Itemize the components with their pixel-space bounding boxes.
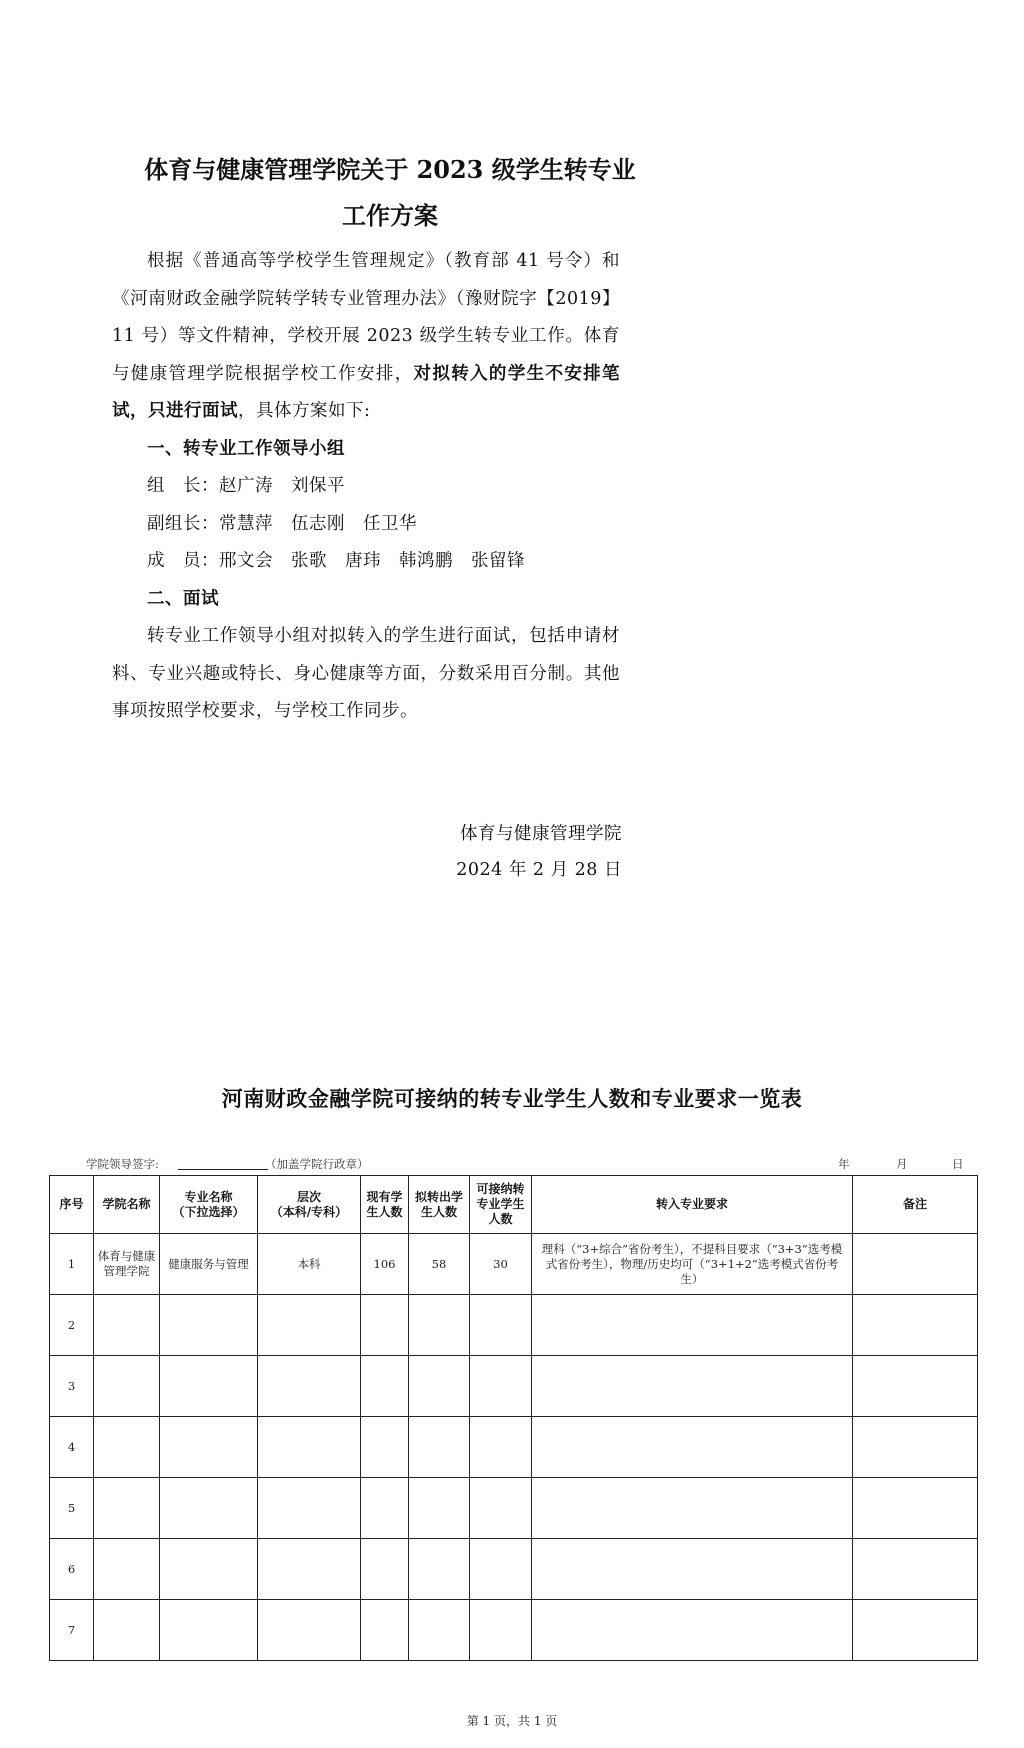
section1-heading: 一、转专业工作领导小组 bbox=[147, 438, 345, 459]
table-cell-col-college bbox=[94, 1539, 160, 1600]
table-cell-col-current bbox=[361, 1539, 409, 1600]
month-label: 月 bbox=[896, 1157, 908, 1171]
table-title: 河南财政金融学院可接纳的转专业学生人数和专业要求一览表 bbox=[221, 1086, 803, 1111]
table-cell-col-accept bbox=[470, 1478, 532, 1539]
table-cell-col-current bbox=[361, 1478, 409, 1539]
table-cell-col-seq: 1 bbox=[50, 1234, 94, 1295]
table-cell-col-out bbox=[409, 1539, 470, 1600]
header-col-major: 专业名称 （下拉选择） bbox=[160, 1176, 258, 1234]
table-cell-col-accept bbox=[470, 1295, 532, 1356]
table-cell-col-remark bbox=[853, 1600, 978, 1661]
table-cell-col-current bbox=[361, 1600, 409, 1661]
table-row bbox=[50, 1356, 978, 1417]
table-cell-col-accept: 30 bbox=[470, 1234, 532, 1295]
header-col-current: 现有学 生人数 bbox=[361, 1176, 409, 1234]
table-cell-col-current bbox=[361, 1295, 409, 1356]
signature-line bbox=[178, 1169, 268, 1170]
table-body bbox=[50, 1234, 978, 1661]
table-cell-col-level bbox=[258, 1417, 361, 1478]
table-cell-col-college bbox=[94, 1295, 160, 1356]
table-cell-col-out bbox=[409, 1478, 470, 1539]
table-cell-col-major bbox=[160, 1600, 258, 1661]
table-row bbox=[50, 1234, 978, 1295]
seal-note: （加盖学院行政章） bbox=[265, 1157, 369, 1171]
document-title-line-1: 体育与健康管理学院关于 2023 级学生转专业 bbox=[144, 155, 636, 184]
table-cell-col-seq: 3 bbox=[50, 1356, 94, 1417]
vice-leader-line: 副组长：常慧萍 伍志刚 任卫华 bbox=[147, 513, 417, 534]
leader-line: 组 长：赵广涛 刘保平 bbox=[147, 476, 345, 496]
table-cell-col-remark bbox=[853, 1478, 978, 1539]
intro-text: 根据《普通高等学校学生管理规定》（教育部 41 号令）和《河南财政金融学院转学转专业管理办法》（豫财院字【2019】11 号）等文件精神，学校开展 2023 级学生转专业工作。体育与健康管理学院根据学校工作安排， bbox=[112, 251, 620, 384]
signature-date: 2024 年 2 月 28 日 bbox=[456, 860, 622, 880]
table-cell-col-level: 本科 bbox=[258, 1234, 361, 1295]
table-cell-col-requirement bbox=[532, 1356, 853, 1417]
signature-org: 体育与健康管理学院 bbox=[460, 824, 622, 844]
table-cell-col-out bbox=[409, 1600, 470, 1661]
table-cell-col-major bbox=[160, 1356, 258, 1417]
header-col-college: 学院名称 bbox=[94, 1176, 160, 1234]
intro-text-end: ，具体方案如下: bbox=[238, 401, 371, 421]
table-header-row bbox=[50, 1176, 978, 1234]
table-row bbox=[50, 1417, 978, 1478]
table-cell-col-requirement: 理科（“3+综合”省份考生），不提科目要求（“3+3”选考模式省份考生），物理/历史均可（“3+1+2”选考模式省份考生） bbox=[532, 1234, 853, 1295]
table-row bbox=[50, 1478, 978, 1539]
table-cell-col-major: 健康服务与管理 bbox=[160, 1234, 258, 1295]
header-col-requirement: 转入专业要求 bbox=[532, 1176, 853, 1234]
intro-paragraph bbox=[112, 243, 620, 431]
table-cell-col-major bbox=[160, 1417, 258, 1478]
table-cell-col-major bbox=[160, 1478, 258, 1539]
table-cell-col-requirement bbox=[532, 1417, 853, 1478]
table-cell-col-seq: 6 bbox=[50, 1539, 94, 1600]
table-cell-col-accept bbox=[470, 1417, 532, 1478]
table-cell-col-accept bbox=[470, 1539, 532, 1600]
table-cell-col-college bbox=[94, 1417, 160, 1478]
table-cell-col-current: 106 bbox=[361, 1234, 409, 1295]
table-cell-col-requirement bbox=[532, 1539, 853, 1600]
table-cell-col-college: 体育与健康管理学院 bbox=[94, 1234, 160, 1295]
table-cell-col-out bbox=[409, 1417, 470, 1478]
table-cell-col-level bbox=[258, 1295, 361, 1356]
sign-label: 学院领导签字: bbox=[86, 1157, 159, 1171]
header-col-remark: 备注 bbox=[853, 1176, 978, 1234]
header-col-out: 拟转出学 生人数 bbox=[409, 1176, 470, 1234]
table-cell-col-college bbox=[94, 1356, 160, 1417]
table-cell-col-current bbox=[361, 1417, 409, 1478]
table-cell-col-seq: 5 bbox=[50, 1478, 94, 1539]
table-cell-col-level bbox=[258, 1478, 361, 1539]
table-row bbox=[50, 1600, 978, 1661]
table-cell-col-requirement bbox=[532, 1600, 853, 1661]
table-cell-col-requirement bbox=[532, 1295, 853, 1356]
table-cell-col-major bbox=[160, 1539, 258, 1600]
table-cell-col-out bbox=[409, 1356, 470, 1417]
document-title-line-2: 工作方案 bbox=[342, 201, 438, 230]
page-footer: 第 1 页，共 1 页 bbox=[466, 1714, 558, 1728]
table-cell-col-remark bbox=[853, 1417, 978, 1478]
table-cell-col-out: 58 bbox=[409, 1234, 470, 1295]
table-cell-col-out bbox=[409, 1295, 470, 1356]
header-col-seq: 序号 bbox=[50, 1176, 94, 1234]
table-cell-col-college bbox=[94, 1478, 160, 1539]
intro-bold-text: 对拟转入的学生不安排笔试，只进行面试 bbox=[112, 363, 621, 421]
year-label: 年 bbox=[838, 1157, 850, 1171]
table-cell-col-remark bbox=[853, 1234, 978, 1295]
table-cell-col-accept bbox=[470, 1356, 532, 1417]
table-cell-col-requirement bbox=[532, 1478, 853, 1539]
table-cell-col-level bbox=[258, 1356, 361, 1417]
table-cell-col-remark bbox=[853, 1356, 978, 1417]
table-row bbox=[50, 1295, 978, 1356]
table-cell-col-level bbox=[258, 1600, 361, 1661]
table-row bbox=[50, 1539, 978, 1600]
header-col-accept: 可接纳转 专业学生 人数 bbox=[470, 1176, 532, 1234]
table-cell-col-seq: 7 bbox=[50, 1600, 94, 1661]
section2-heading: 二、面试 bbox=[147, 588, 219, 609]
table-cell-col-seq: 2 bbox=[50, 1295, 94, 1356]
table-cell-col-remark bbox=[853, 1295, 978, 1356]
table-cell-col-accept bbox=[470, 1600, 532, 1661]
table-cell-col-college bbox=[94, 1600, 160, 1661]
day-label: 日 bbox=[952, 1157, 964, 1171]
interview-paragraph: 转专业工作领导小组对拟转入的学生进行面试，包括申请材料、专业兴趣或特长、身心健康等方面，分数采用百分制。其他事项按照学校要求，与学校工作同步。 bbox=[112, 626, 620, 721]
table-cell-col-level bbox=[258, 1539, 361, 1600]
table-cell-col-current bbox=[361, 1356, 409, 1417]
sign-row bbox=[50, 1156, 978, 1172]
members-line: 成 员：邢文会 张歌 唐玮 韩鸿鹏 张留锋 bbox=[147, 551, 525, 571]
table-cell-col-major bbox=[160, 1295, 258, 1356]
table-cell-col-seq: 4 bbox=[50, 1417, 94, 1478]
table-cell-col-remark bbox=[853, 1539, 978, 1600]
transfer-quota-table bbox=[49, 1175, 978, 1661]
document-body bbox=[112, 243, 620, 731]
header-col-level: 层次 （本科/专科） bbox=[258, 1176, 361, 1234]
